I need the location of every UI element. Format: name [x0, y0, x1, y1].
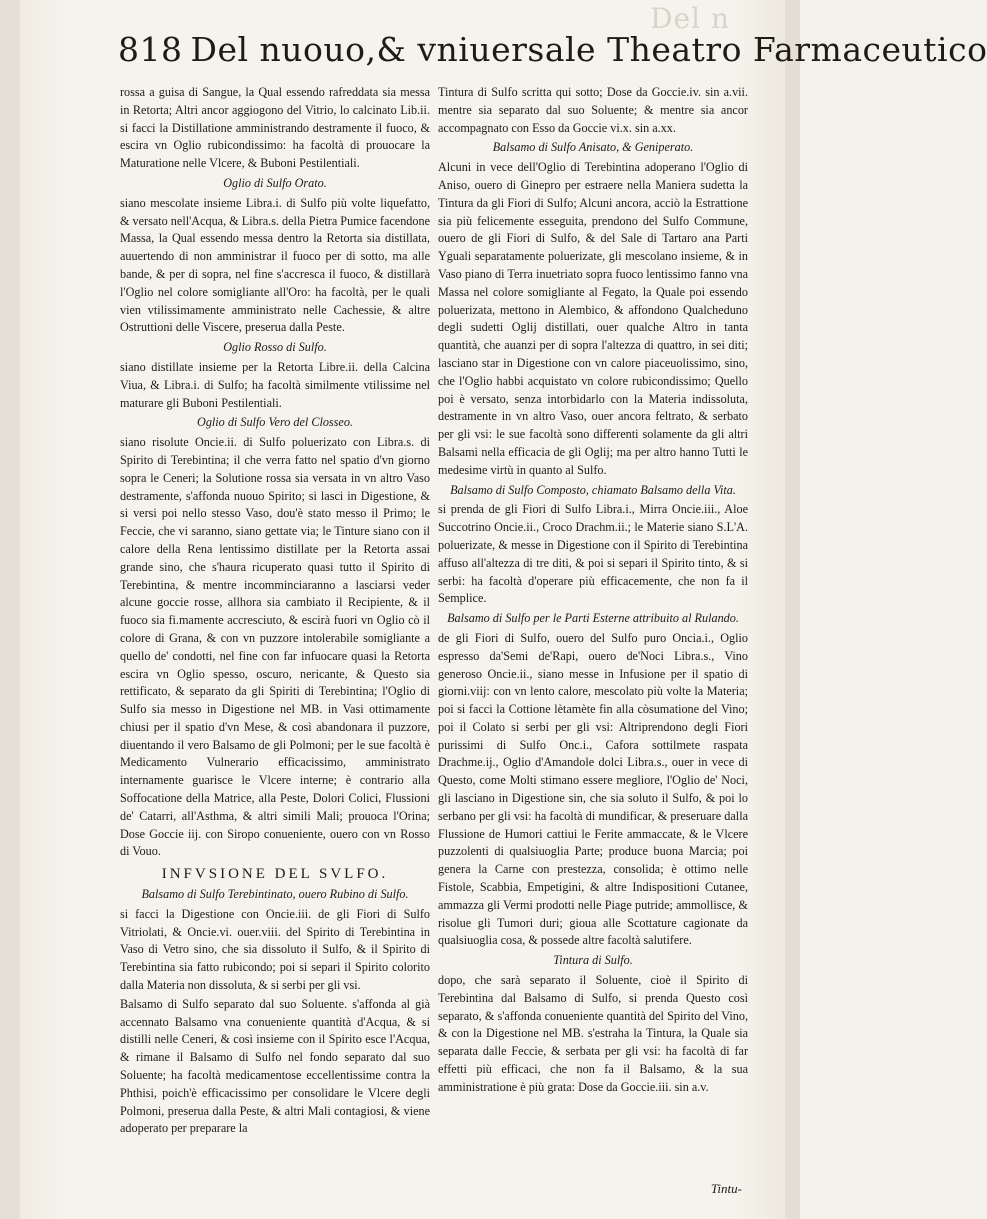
- page-right-edge: [785, 0, 800, 1219]
- section-subheading: Balsamo di Sulfo Terebintinato, ouero Rubino di Sulfo.: [141, 887, 409, 902]
- paragraph: siano risolute Oncie.ii. di Sulfo poluerizato con Libra.s. di Spirito di Terebintina; il che verra fatto nel spatio d'vn giorno sopra le Ceneri; la Solutione rossa sia versata in vn altro Vaso destramente, s'affonda nuouo Spirito; si lasci in Digestione, & si versi poi nello stesso Vaso, dou'è stato messo il Primo; le Feccie, che vi saranno, siano gettate via; le Tinture siano con il calore della Rena lentissimo distillate per la Retorta assai grande sino, che s'haura ricuperato quasi tutto il Spirito di Terebintina, & mentre incomminciaranno a lasciarsi veder alcune goccie rosse, allhora sia cambiato il Recipiente, & il fuoco sia fi.mamente accresciuto, & escirà fuori vn Oglio cò il colore di Grana, & con vn puzzore intolerabile somigliante a quello de' condotti, nel fine con far infuocare quasi la Retorta escira vn Oglio spesso, oscuro, nericante, & Questo sia rettificato, & separato da gli Spiriti di Terebintina; l'Oglio di Sulfo sia messo in Digestione nel MB. in Vasi ottimamente chiusi per il spatio d'vn Mese, & così abandonara il puzzore, diuentando il vero Balsamo de gli Polmoni; per le sue facoltà è Medicamento Vulnerario efficacissimo, amministrato internamente guarisce le Vlcere interne; è contrario alla Soffocatione della Matrice, alla Peste, Dolori Colici, Flussioni de' Catarri, all'Asthma, & altri simili Mali; prouoca l'Orina; Dose Goccie iij. con Siropo conueniente, ouero con vn Rosso di Vouo.: [120, 435, 430, 859]
- catchword: Tintu-: [710, 1181, 742, 1196]
- running-header: [118, 30, 987, 70]
- section-heading: Oglio di Sulfo Orato.: [223, 175, 327, 190]
- section-heading: Oglio di Sulfo Vero del Closseo.: [197, 415, 353, 430]
- page-left-edge: [0, 0, 20, 1219]
- paragraph: Alcuni in vece dell'Oglio di Terebintina adoperano l'Oglio di Aniso, ouero di Ginepro per estraere nella Maniera sudetta la Tintura da gli Fiori di Sulfo; Alcuni ancora, acciò la Estrattione sia più felicemente esseguita, prendono del Sulfo Commune, ouero de gli Fiori di Sulfo, & del Sale di Tartaro ana Parti Yguali separatamente poluerizate, gli mescolano insieme, & in Vaso piano di Terra inuetriato sopra fuoco lentissimo fanno vna Massa nel colore somigliante al Fegato, la Quale poi essendo poluerizata, mettono in Alembico, & affondono Qualcheduno degli sudetti Oglij distillati, ouer qualche Altro in tanta quantità, che auanzi per di sopra l'altezza di quattro, in sei diti; lasciano star in Digestione con vn calore piaceuolissimo, sino, che l'Oglio habbi acquistato vn colore rubicondissimo; Quello poi è versato, senza intorbidarlo con la Materia indissoluta, destramente in vn altro Vaso, ouer ancora feltrato, & serbato per gli vsi: le sue facoltà sono differenti solamente da gli altri Balsami nella efficacia de gli Oglij; ma per altro hanno Tutti le medesime virtù in quanto al Sulfo.: [438, 160, 748, 477]
- section-heading: Tintura di Sulfo.: [553, 953, 633, 968]
- paragraph: siano distillate insieme per la Retorta Libre.ii. della Calcina Viua, & Libra.i. di Sulfo; ha facoltà similmente vtilissime nel maturare gli Buboni Pestilentiali.: [120, 359, 430, 410]
- paragraph: si facci la Digestione con Oncie.iii. de gli Fiori di Sulfo Vitriolati, & Oncie.vi. ouer.viii. del Spirito di Terebintina in Vaso di Vetro sino, che sia dissoluto il Sulfo, & il Spirito di Terebintina sia fatto rubicondo; poi si separi il Spirito colorito dalla Materia non dissoluta, & si serbi per gli vsi.: [120, 906, 430, 993]
- left-column: [120, 84, 430, 1139]
- paragraph: Balsamo di Sulfo separato dal suo Soluente. s'affonda al già accennato Balsamo vna conueniente quantità d'Acqua, & si distilli nelle Ceneri, & così insieme con il Spirito esce l'Acqua, & rimane il Balsamo di Sulfo nel fondo separato dal suo Soluente; ha facoltà medicamentose eccellentissime contra la Phthisi, poich'è efficacissimo per consolidare le Vlcere degli Polmoni, preserua dalla Peste, & altri Mali contagiosi, & viene adoperato per preparare la: [120, 996, 430, 1136]
- section-heading: Balsamo di Sulfo Anisato, & Geniperato.: [492, 140, 694, 155]
- paragraph: de gli Fiori di Sulfo, ouero del Sulfo puro Oncia.i., Oglio espresso da'Semi de'Rapi, ouero de'Noci Libra.s., Vino generoso Oncie.ii., siano messe in Infusione per il spatio di giorni.viij: con vn lento calore, mescolato più volte la Materia; poi si facci la Cottione lètamète fin alla còsumatione del Vino; poi il Colato si serbi per gli vsi: Altriprendono degli Fiori purissimi di Sulfo Onc.i., Cafora sottilmete raspata Drachme.ij., Oglio d'Amandole dolci Libra.s., ouer in vece di Questo, come Molti stimano essere megliore, l'Oglio de' Noci, gli lasciano in Digestione sin, che sia soluto il Sulfo, & poi lo serbano per gli vsi: ha facoltà di mundificar, & preseruare dalla Flussione de Humori cattiui le Ferite ammaccate, & le Vlcere puzzolenti di qualsiuoglia Parte; produce buona Marcia; poi genera la Carne con prestezza, consolida; è ottimo nelle Fistole, Scabbia, Empetigini, & altre Indispositioni Cutanee, ammazza gli Vermi prodotti nelle Piage putride; ammollisce, & risolue gli Tumori duri; gioua alle Scottature cagionate da qualsiuoglia cosa, & possede altre facoltà salutifere.: [438, 630, 748, 948]
- paragraph: Tintura di Sulfo scritta qui sotto; Dose da Goccie.iv. sin a.vii. mentre sia separato dal suo Soluente; & mentre sia ancor accompagnato con Esso da Goccie vi.x. sin a.xx.: [438, 85, 748, 135]
- page-number: 818: [118, 30, 183, 69]
- section-heading: INFVSIONE DEL SVLFO.: [161, 866, 389, 883]
- paragraph: rossa a guisa di Sangue, la Qual essendo rafreddata sia messa in Retorta; Altri ancor aggiogono del Vitrio, lo calcinato Lib.ii. si facci la Distillatione amministrando destramente il fuoco, & escira vn Oglio rubicondissimo: ha facoltà di prouocare la Maturatione nelle Vlcere, & Buboni Pestilentiali.: [120, 85, 430, 171]
- paragraph: siano mescolate insieme Libra.i. di Sulfo più volte liquefatto, & versato nell'Acqua, & Libra.s. della Pietra Pumice facendone Massa, la Qual essendo messa dentro la Retorta sia distillata, auuertendo di non amministrar il fuoco per di sotto, ma alle bande, & per di sopra, nel fine s'accresca il fuoco, & distillarà l'Oglio nel colore somigliante all'Oro: ha facoltà, per le quali vien vtilissimamente amministrato nelle Cachessie, & altre Ostruttioni delle Viscere, preserua dalla Peste.: [120, 195, 430, 335]
- right-column: [438, 84, 748, 1098]
- paragraph: si prenda de gli Fiori di Sulfo Libra.i., Mirra Oncie.iii., Aloe Succotrino Oncie.ii., Croco Drachm.ii.; le Materie siano S.L'A. poluerizate, & messe in Digestione con il Spirito di Terebintina affuso all'altezza di tre diti, & poi si separi il Spirito tinto, & si serbi: ha facoltà d'operare più efficacemente, che non fa il Semplice.: [438, 502, 748, 606]
- paragraph: dopo, che sarà separato il Soluente, cioè il Spirito di Terebintina dal Balsamo di Sulfo, si prenda Questo così separato, & s'affonda conueniente quantità del Spirito del Vino, & con la Digestione nel MB. s'estraha la Tintura, la Quale sia separata dalle Feccie, & serbata per gli vsi: ha facoltà di far effetti più efficaci, che non fa il Balsamo, & la sua amministratione è più grata: Dose da Goccie.iii. sin a.v.: [438, 973, 748, 1094]
- bleed-through-text: Del n: [650, 2, 730, 35]
- section-heading: Balsamo di Sulfo per le Parti Esterne attribuito al Rulando.: [447, 611, 739, 626]
- running-title: Del nuouo,& vniuersale Theatro Farmaceutico: [190, 30, 987, 69]
- section-heading: Balsamo di Sulfo Composto, chiamato Balsamo della Vita.: [450, 482, 736, 497]
- section-heading: Oglio Rosso di Sulfo.: [223, 340, 327, 355]
